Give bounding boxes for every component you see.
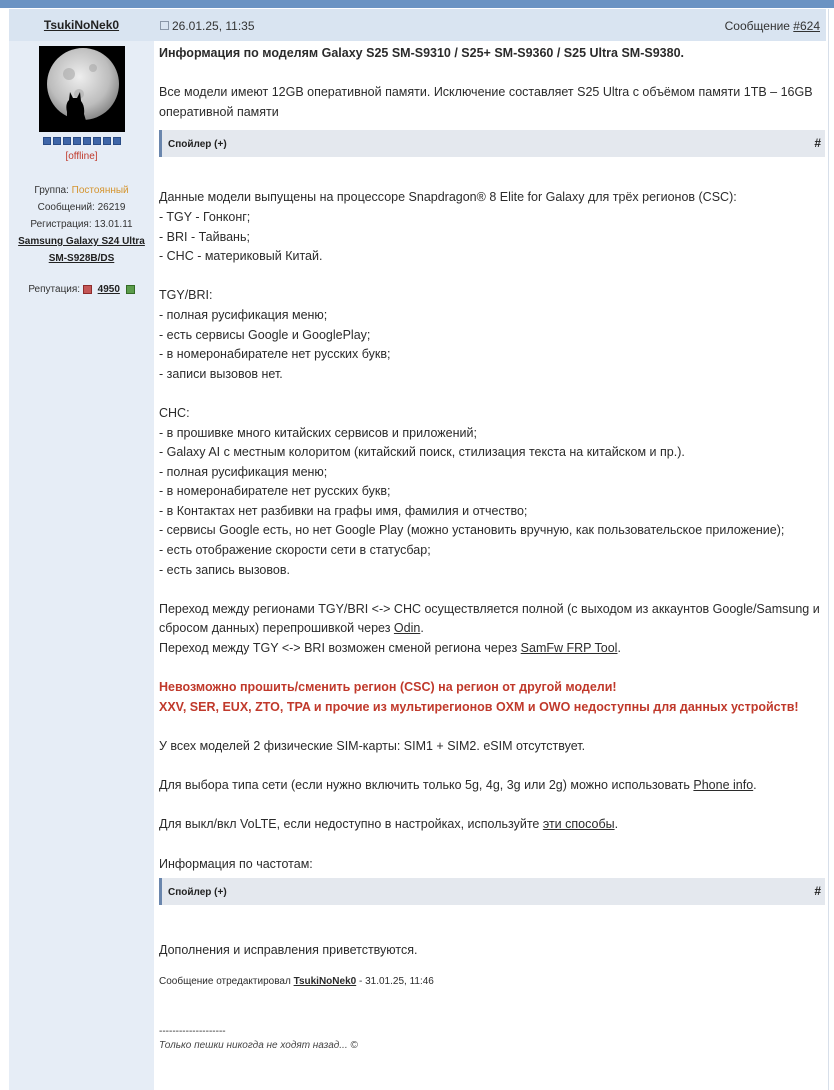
rank-dot	[93, 137, 101, 145]
ram-info: Все модели имеют 12GB оперативной памяти. Исключение составляет S25 Ultra с объёмом памяти 1TB – 16GB оперативной памяти	[159, 85, 813, 119]
online-status: [offline]	[65, 151, 98, 162]
chc-title: CHC:	[159, 405, 190, 420]
author-posts: Сообщений: 26219	[37, 202, 126, 213]
post-date-text: 26.01.25, 11:35	[172, 19, 255, 33]
author-reputation	[9, 284, 154, 295]
regions-list	[159, 208, 821, 267]
list-item: - TGY - Гонконг;	[159, 209, 251, 224]
device-line1[interactable]: Samsung Galaxy S24 Ultra	[18, 236, 145, 247]
post-date	[160, 19, 255, 33]
rank-dot	[73, 137, 81, 145]
network-end: .	[753, 778, 757, 793]
phone-info-link[interactable]: Phone info	[693, 778, 754, 793]
transition-2	[159, 639, 821, 659]
regions-intro: Данные модели выпущены на процессоре Snapdragon® 8 Elite for Galaxy для трёх регионов (CSC):	[159, 190, 737, 205]
volte-end: .	[614, 817, 619, 832]
rank-dot	[43, 137, 51, 145]
freq-title: Информация по частотам:	[159, 856, 313, 871]
message-number	[725, 19, 820, 33]
post-content	[159, 44, 821, 1053]
odin-link[interactable]: Odin	[393, 621, 421, 636]
samfw-link[interactable]: SamFw FRP Tool	[520, 641, 618, 656]
rank-dot	[83, 137, 91, 145]
group-label: Группа:	[34, 185, 69, 196]
transition-1	[159, 600, 821, 639]
transition-1-end: .	[420, 621, 424, 636]
volte-methods-link[interactable]: эти способы	[542, 817, 615, 832]
list-item: - CHC - материковый Китай.	[159, 249, 323, 264]
author-header	[9, 9, 154, 41]
spoiler-hash-link[interactable]: #	[814, 136, 821, 151]
chc-list	[159, 424, 821, 581]
list-item: - полная русификация меню;	[159, 307, 328, 322]
author-group	[9, 185, 154, 196]
volte-info	[159, 815, 821, 835]
reputation-plus-button[interactable]	[126, 285, 135, 294]
author-sidebar	[9, 9, 154, 1090]
tgy-bri-list	[159, 306, 821, 384]
list-item: - в прошивке много китайских сервисов и приложений;	[159, 425, 477, 440]
rank-dot	[53, 137, 61, 145]
edited-note	[159, 975, 821, 989]
top-bar	[0, 0, 834, 8]
transition-1-text: Переход между регионами TGY/BRI <-> CHC осуществляется полной (с выходом из аккаунтов Google/Samsung и сбросом данных) перепрошивкой через	[159, 601, 820, 636]
avatar[interactable]	[39, 46, 125, 132]
transition-2-end: .	[617, 641, 621, 656]
rank-dot	[103, 137, 111, 145]
edited-suffix: - 31.01.25, 11:46	[358, 975, 434, 987]
edited-user-link[interactable]: TsukiNoNek0	[293, 975, 357, 987]
list-item: - есть отображение скорости сети в статусбар;	[159, 543, 431, 558]
author-device[interactable]	[9, 233, 154, 267]
reputation-value[interactable]: 4950	[97, 284, 120, 295]
tgy-bri-title: TGY/BRI:	[159, 288, 213, 303]
transition-2-text: Переход между TGY <-> BRI возможен сменой региона через	[159, 641, 521, 656]
list-item: - есть запись вызовов.	[159, 562, 290, 577]
post-icon	[160, 21, 169, 30]
rank-dot	[113, 137, 121, 145]
warning-1: Невозможно прошить/сменить регион (CSC) на регион от другой модели!	[159, 680, 617, 695]
rank-dot	[63, 137, 71, 145]
author-name[interactable]: TsukiNoNek0	[43, 18, 120, 32]
signature-separator: --------------------	[159, 1025, 226, 1037]
moon-cat-image	[39, 46, 125, 132]
post-title: Информация по моделям Galaxy S25 SM-S9310 / S25+ SM-S9360 / S25 Ultra SM-S9380.	[159, 46, 684, 60]
spoiler-1[interactable]	[159, 130, 825, 157]
additions-note: Дополнения и исправления приветствуются.	[159, 943, 418, 958]
list-item: - в Контактах нет разбивки на графы имя, фамилия и отчество;	[159, 503, 528, 518]
list-item: - записи вызовов нет.	[159, 366, 283, 381]
network-text: Для выбора типа сети (если нужно включить только 5g, 4g, 3g или 2g) можно использовать	[159, 778, 694, 793]
device-line2[interactable]: SM-S928B/DS	[48, 253, 115, 264]
reputation-label: Репутация:	[28, 284, 81, 295]
reputation-minus-button[interactable]	[83, 285, 92, 294]
spoiler-2[interactable]	[159, 878, 825, 905]
message-label: Сообщение	[724, 19, 790, 33]
list-item: - полная русификация меню;	[159, 464, 328, 479]
author-registered: Регистрация: 13.01.11	[30, 219, 133, 230]
group-value: Постоянный	[71, 185, 129, 196]
edited-prefix: Сообщение отредактировал	[159, 975, 291, 987]
volte-text: Для выкл/вкл VoLTE, если недоступно в настройках, используйте	[159, 817, 543, 832]
signature: Только пешки никогда не ходят назад... ©	[159, 1039, 358, 1051]
message-number-link[interactable]: #624	[793, 19, 820, 33]
spoiler-label[interactable]: Спойлер (+)	[168, 887, 227, 899]
post-header	[154, 9, 826, 41]
rank-indicator	[9, 137, 154, 145]
sim-info: У всех моделей 2 физические SIM-карты: SIM1 + SIM2. eSIM отсутствует.	[159, 739, 586, 753]
spoiler-hash-link[interactable]: #	[814, 884, 821, 899]
list-item: - в номеронабирателе нет русских букв;	[159, 347, 391, 362]
list-item: - Galaxy AI с местным колоритом (китайский поиск, стилизация текста на китайском и пр.).	[159, 445, 685, 460]
warning-2: XXV, SER, EUX, ZTO, TPA и прочие из мультирегионов OXM и OWO недоступны для данных устройств!	[159, 699, 799, 714]
list-item: - сервисы Google есть, но нет Google Play (можно установить вручную, как пользовательское приложение);	[159, 523, 785, 538]
list-item: - BRI - Тайвань;	[159, 229, 250, 244]
network-info	[159, 776, 821, 796]
list-item: - есть сервисы Google и GooglePlay;	[159, 327, 371, 342]
spoiler-label[interactable]: Спойлер (+)	[168, 139, 227, 151]
list-item: - в номеронабирателе нет русских букв;	[159, 484, 391, 499]
